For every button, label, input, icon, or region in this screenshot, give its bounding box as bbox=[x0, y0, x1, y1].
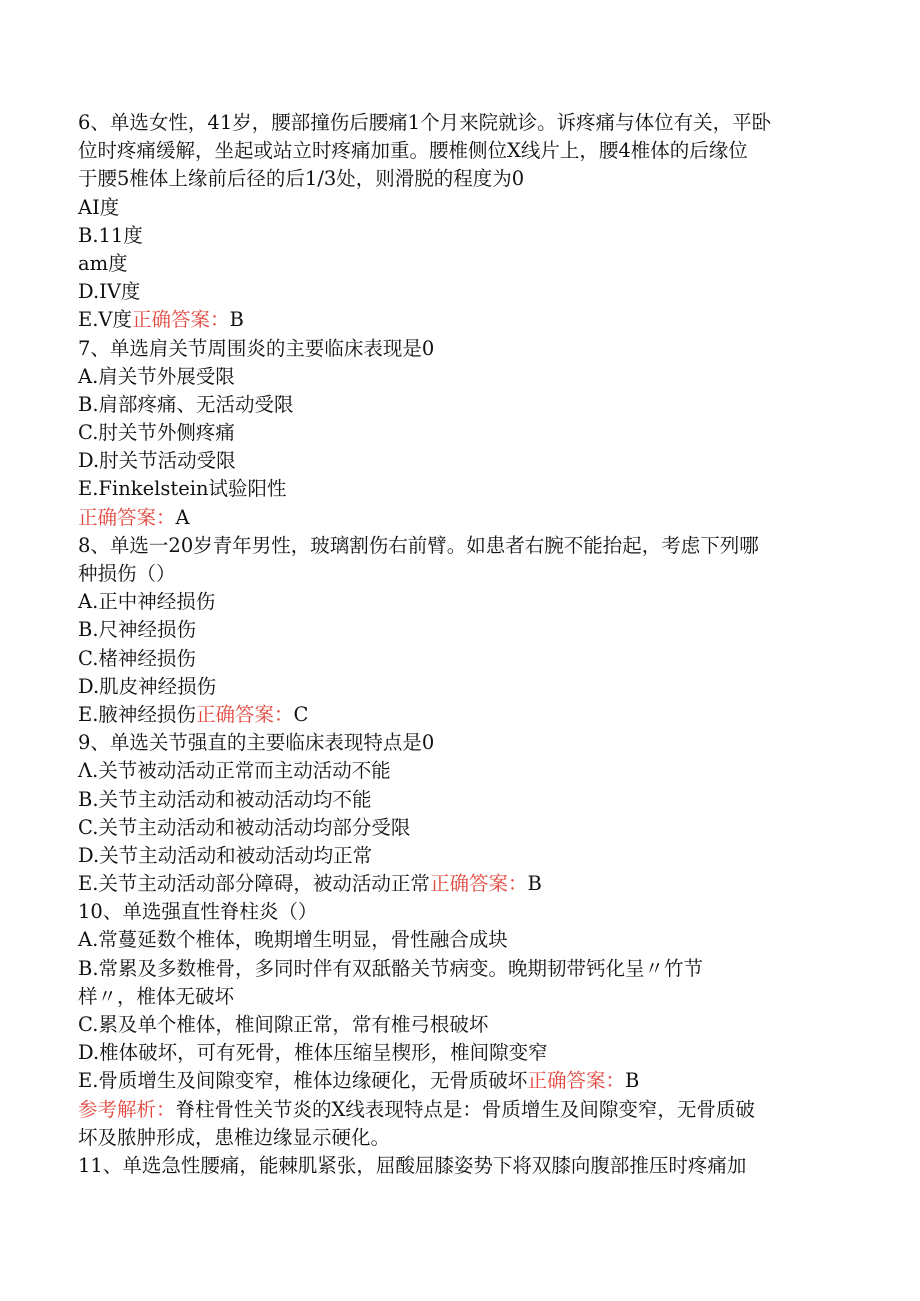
text-line bbox=[78, 786, 838, 814]
line-text: B.关节主动活动和被动活动均不能 bbox=[78, 787, 372, 811]
text-line bbox=[78, 1096, 838, 1124]
line-text: E.Finkelstein试验阳性 bbox=[78, 477, 287, 501]
line-text: 位时疼痛缓解，坐起或站立时疼痛加重。腰椎侧位X线片上，腰4椎体的后缘位 bbox=[78, 139, 748, 163]
text-line bbox=[78, 137, 838, 165]
text-line bbox=[78, 504, 838, 532]
line-text: 种损伤（） bbox=[78, 562, 176, 585]
line-text: C.关节主动活动和被动活动均部分受限 bbox=[78, 815, 411, 839]
text-line bbox=[78, 419, 838, 447]
text-line bbox=[78, 983, 838, 1011]
line-text: B.11度 bbox=[78, 223, 143, 247]
line-text: D.IV度 bbox=[78, 280, 141, 304]
line-text: B.肩部疼痛、无活动受限 bbox=[78, 392, 294, 416]
line-text: 9、单选关节强直的主要临床表现特点是0 bbox=[78, 731, 435, 755]
line-text: Λ.关节被动活动正常而主动活动不能 bbox=[78, 759, 391, 783]
line-text: D.肌皮神经损伤 bbox=[78, 674, 217, 698]
text-line bbox=[78, 165, 838, 193]
text-line bbox=[78, 278, 838, 306]
text-line bbox=[78, 701, 838, 729]
text-line bbox=[78, 616, 838, 644]
text-line bbox=[78, 194, 838, 222]
line-text: C.累及单个椎体，椎间隙正常，常有椎弓根破坏 bbox=[78, 1013, 489, 1036]
text-line bbox=[78, 222, 838, 250]
text-line bbox=[78, 250, 838, 278]
text-line bbox=[78, 1039, 838, 1067]
text-line bbox=[78, 673, 838, 701]
text-line bbox=[78, 729, 838, 757]
line-text: D.关节主动活动和被动活动均正常 bbox=[78, 843, 373, 867]
correct-answer-value: B bbox=[229, 308, 244, 332]
line-text: 坏及脓肿形成，患椎边缘显示硬化。 bbox=[78, 1125, 391, 1149]
text-line bbox=[78, 363, 838, 391]
line-text: C.楮神经损伤 bbox=[78, 646, 196, 670]
text-line bbox=[78, 391, 838, 419]
text-line bbox=[78, 532, 838, 560]
text-line bbox=[78, 757, 838, 785]
correct-answer-value: C bbox=[293, 702, 309, 726]
correct-answer-label: 正确答案： bbox=[132, 308, 230, 332]
line-text: A.肩关节外展受限 bbox=[78, 364, 235, 388]
line-text: D.肘关节活动受限 bbox=[78, 449, 236, 473]
line-text: A.常蔓延数个椎体，晚期增生明显，骨性融合成块 bbox=[78, 928, 508, 952]
line-text: E.骨质增生及间隙变窄，椎体边缘硬化，无骨质破坏 bbox=[78, 1069, 528, 1093]
text-line bbox=[78, 335, 838, 363]
line-text: B.常累及多数椎骨，多同时伴有双舐骼关节病变。晚期韧带钙化呈〃竹节 bbox=[78, 956, 704, 980]
correct-answer-label: 正确答案： bbox=[78, 505, 176, 529]
text-line bbox=[78, 588, 838, 616]
text-line bbox=[78, 898, 838, 926]
line-text: 于腰5椎体上缘前后径的后1/3处，则滑脱的程度为0 bbox=[78, 167, 525, 191]
text-line bbox=[78, 814, 838, 842]
text-line bbox=[78, 1152, 838, 1180]
text-line bbox=[78, 1124, 838, 1152]
correct-answer-label: 正确答案： bbox=[195, 702, 294, 726]
text-line bbox=[78, 306, 838, 334]
text-line bbox=[78, 926, 838, 954]
line-text: E.腋神经损伤 bbox=[78, 702, 196, 726]
text-line bbox=[78, 475, 838, 503]
text-line bbox=[78, 560, 838, 588]
line-text: 10、单选强直性脊柱炎（） bbox=[78, 900, 318, 924]
line-text: 样〃，椎体无破坏 bbox=[78, 984, 235, 1008]
line-text: AI度 bbox=[78, 195, 120, 219]
text-line bbox=[78, 1011, 838, 1039]
line-text: am度 bbox=[78, 251, 128, 275]
reference-analysis-label: 参考解析： bbox=[78, 1097, 176, 1121]
correct-answer-label: 正确答案： bbox=[527, 1069, 625, 1093]
line-text: 7、单选肩关节周围炎的主要临床表现是0 bbox=[78, 336, 435, 360]
line-text: 脊柱骨性关节炎的X线表现特点是：骨质增生及间隙变窄，无骨质破 bbox=[175, 1097, 755, 1121]
line-text: B.尺神经损伤 bbox=[78, 618, 197, 642]
correct-answer-value: B bbox=[624, 1069, 640, 1093]
line-text: C.肘关节外侧疼痛 bbox=[78, 421, 235, 445]
line-text: D.椎体破坏，可有死骨，椎体压缩呈楔形，椎间隙变窄 bbox=[78, 1041, 548, 1065]
text-line bbox=[78, 1067, 838, 1095]
line-text: 6、单选女性，41岁，腰部撞伤后腰痛1个月来院就诊。诉疼痛与体位有关，平卧 bbox=[78, 111, 772, 134]
text-line bbox=[78, 645, 838, 673]
question-text-body bbox=[78, 109, 838, 1180]
correct-answer-value: B bbox=[527, 872, 542, 896]
line-text: 11、单选急性腰痛，能棘肌紧张，屈酸屈膝姿势下将双膝向腹部推压时疼痛加 bbox=[78, 1153, 747, 1177]
line-text: E.关节主动活动部分障碍，被动活动正常 bbox=[78, 872, 430, 896]
text-line bbox=[78, 870, 838, 898]
correct-answer-label: 正确答案： bbox=[429, 872, 528, 896]
text-line bbox=[78, 842, 838, 870]
line-text: E.V度 bbox=[78, 308, 133, 332]
correct-answer-value: A bbox=[175, 505, 190, 529]
text-line bbox=[78, 447, 838, 475]
text-line bbox=[78, 109, 838, 137]
line-text: A.正中神经损伤 bbox=[78, 590, 216, 614]
text-line bbox=[78, 955, 838, 983]
line-text: 8、单选一20岁青年男性，玻璃割伤右前臂。如患者右腕不能抬起，考虑下列哪 bbox=[78, 533, 759, 557]
